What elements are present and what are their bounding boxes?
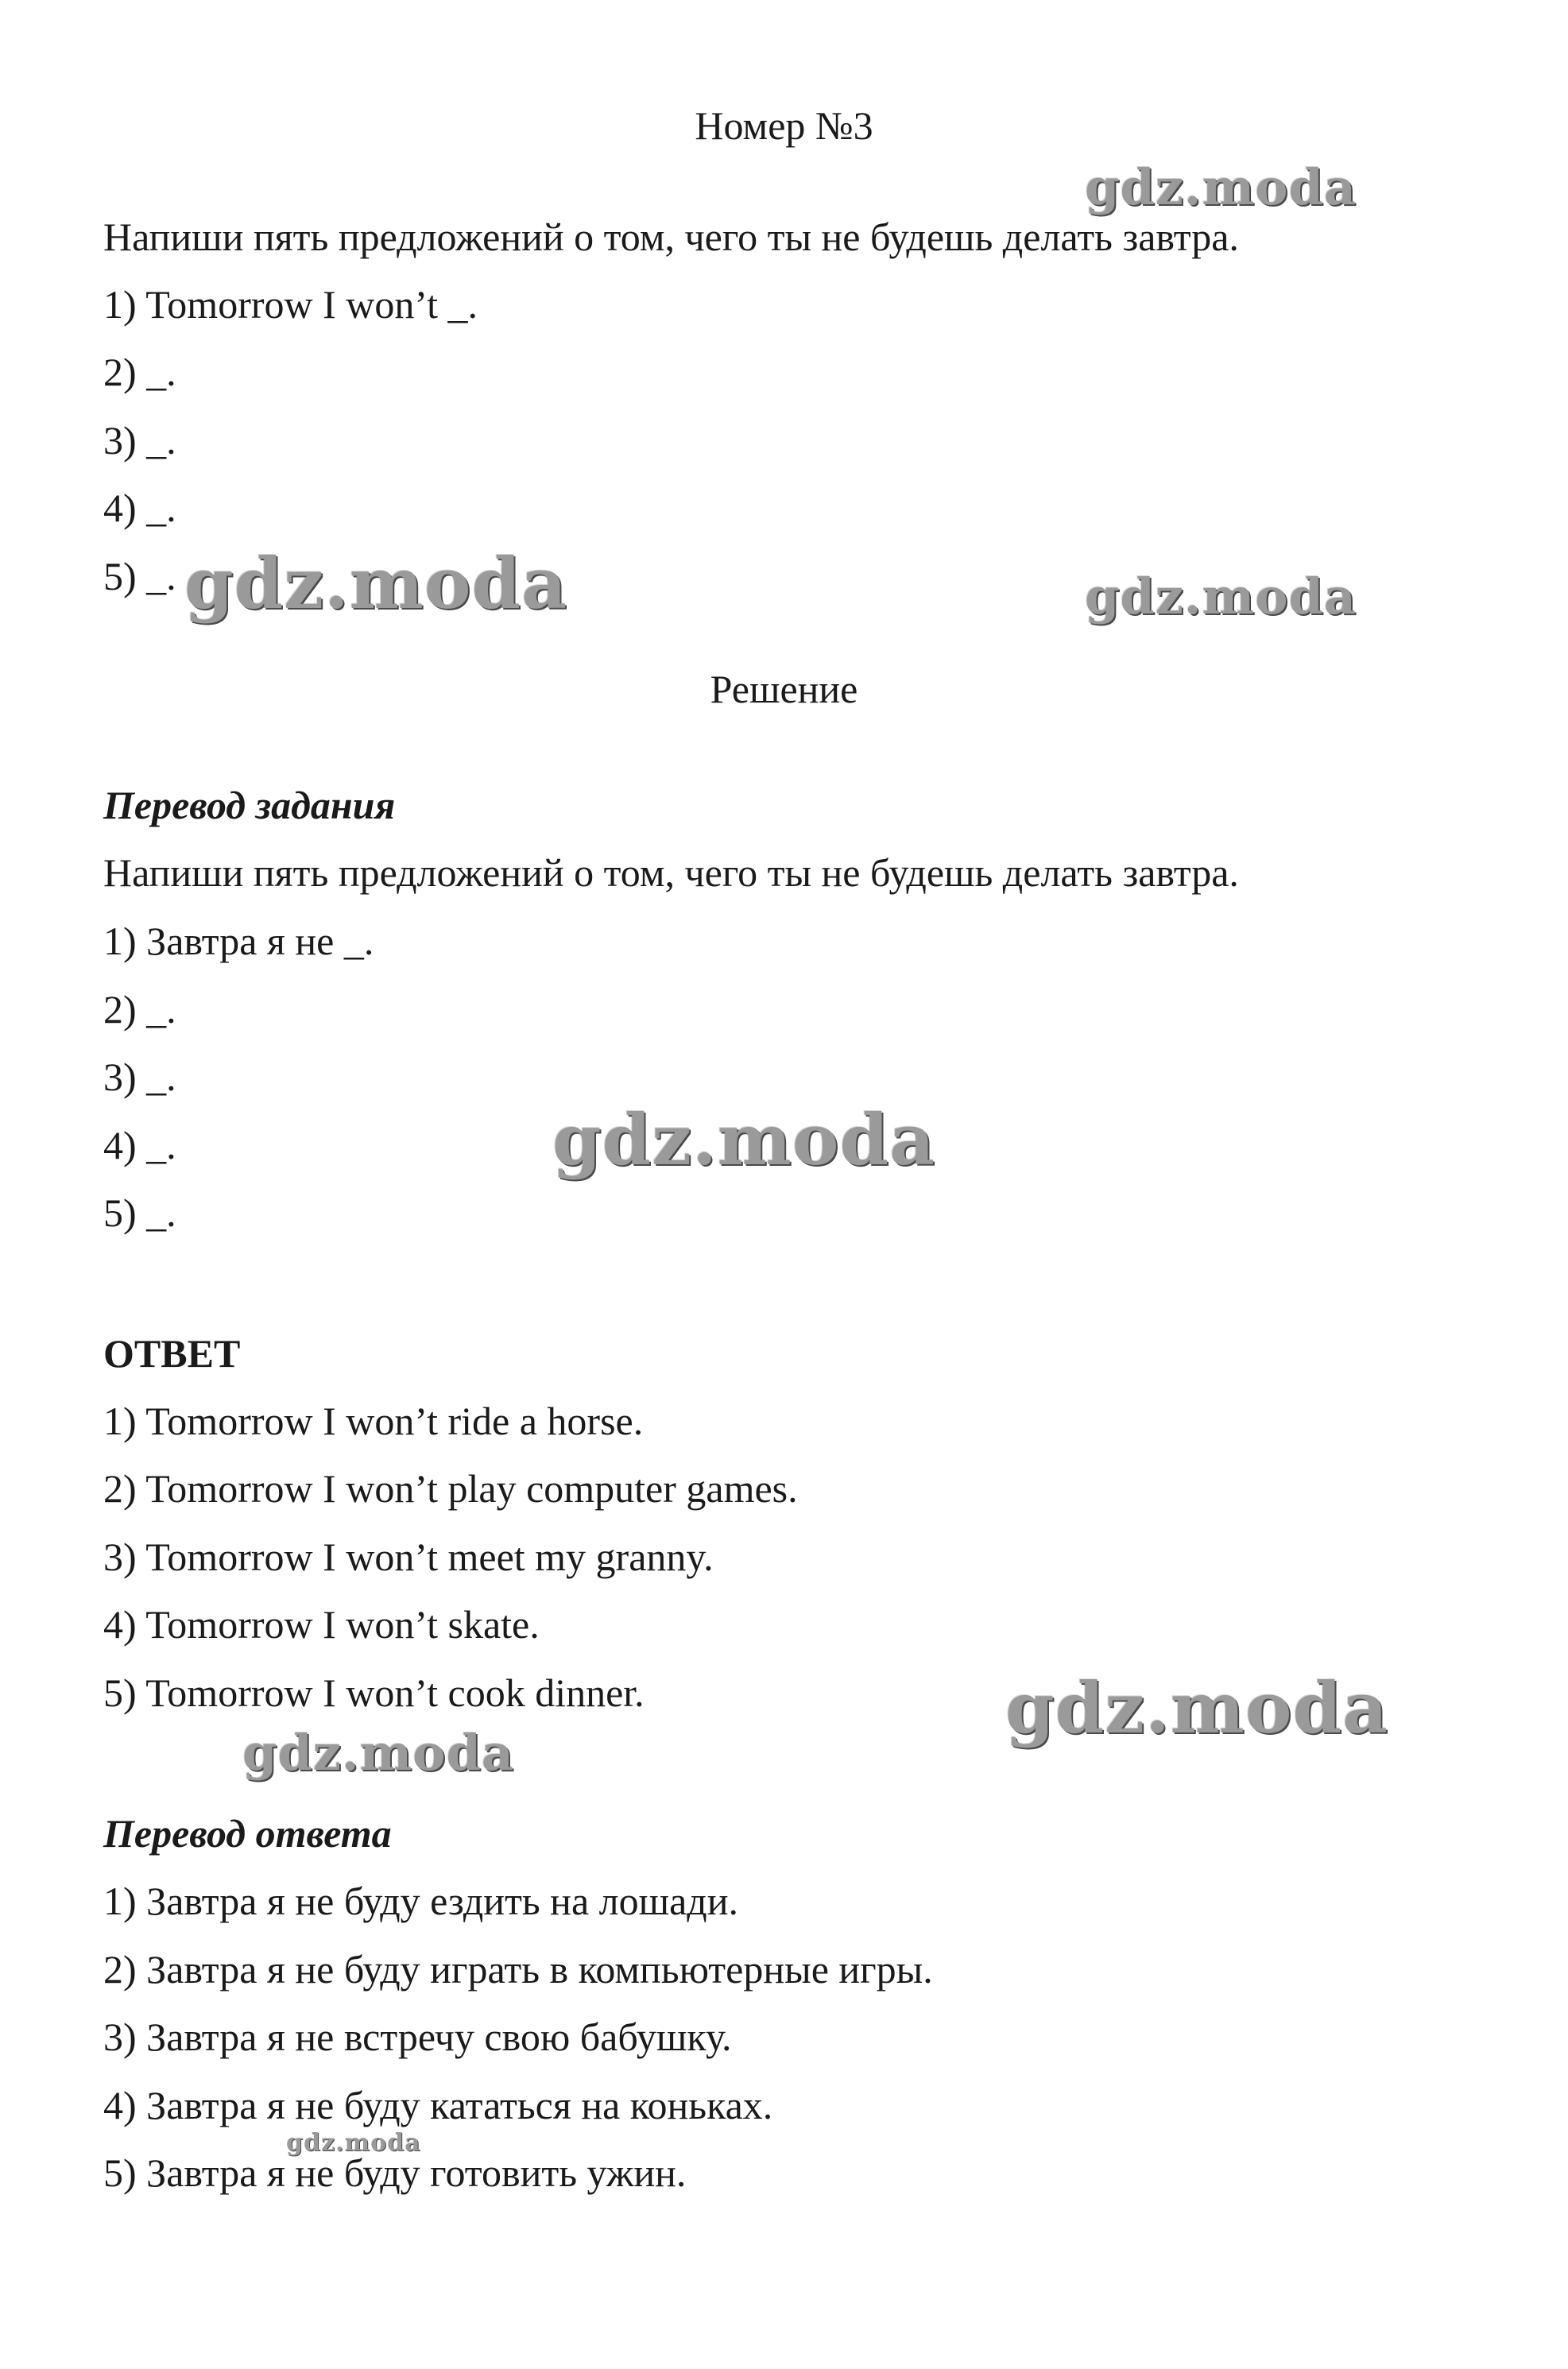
answer-item: 3) Tomorrow I won’t meet my granny.	[103, 1535, 714, 1579]
watermark: gdz.moda	[1005, 1666, 1389, 1749]
task-item: 1) Tomorrow I won’t _.	[103, 282, 478, 327]
watermark: gdz.moda	[552, 1098, 936, 1181]
answer-item: 4) Tomorrow I won’t skate.	[103, 1602, 540, 1647]
answer-translation-item: 5) Завтра я не буду готовить ужин.	[103, 2150, 687, 2195]
translation-item: 5) _.	[103, 1190, 176, 1235]
translation-item: 3) _.	[103, 1055, 176, 1099]
answer-item: 2) Tomorrow I won’t play computer games.	[103, 1466, 798, 1511]
translation-item: 1) Завтра я не _.	[103, 919, 374, 963]
translation-item: 4) _.	[103, 1123, 176, 1167]
translation-instruction: Напиши пять предложений о том, чего ты не будешь делать завтра.	[103, 850, 1239, 895]
task-item: 2) _.	[103, 350, 176, 394]
answer-item: 1) Tomorrow I won’t ride a horse.	[103, 1399, 644, 1443]
answer-translation-heading: Перевод ответа	[103, 1811, 392, 1856]
watermark: gdz.moda	[1085, 567, 1357, 625]
watermark: gdz.moda	[286, 2129, 421, 2157]
solution-heading: Решение	[710, 667, 858, 711]
task-item: 3) _.	[103, 418, 176, 463]
translation-heading: Перевод задания	[103, 783, 396, 827]
answer-item: 5) Tomorrow I won’t cook dinner.	[103, 1670, 645, 1715]
translation-item: 2) _.	[103, 987, 176, 1032]
watermark: gdz.moda	[184, 542, 568, 625]
task-instruction: Напиши пять предложений о том, чего ты не будешь делать завтра.	[103, 215, 1239, 259]
watermark: gdz.moda	[1085, 158, 1357, 216]
task-item: 5) _.	[103, 554, 176, 598]
task-item: 4) _.	[103, 486, 176, 530]
watermark: gdz.moda	[242, 1724, 514, 1782]
answer-translation-item: 2) Завтра я не буду играть в компьютерные игры.	[103, 1947, 933, 1992]
task-title: Номер №3	[695, 103, 873, 148]
answer-translation-item: 3) Завтра я не встречу свою бабушку.	[103, 2015, 732, 2059]
answer-translation-item: 1) Завтра я не буду ездить на лошади.	[103, 1879, 738, 1923]
answer-translation-item: 4) Завтра я не буду кататься на коньках.	[103, 2083, 773, 2127]
answer-heading: ОТВЕТ	[103, 1331, 241, 1376]
